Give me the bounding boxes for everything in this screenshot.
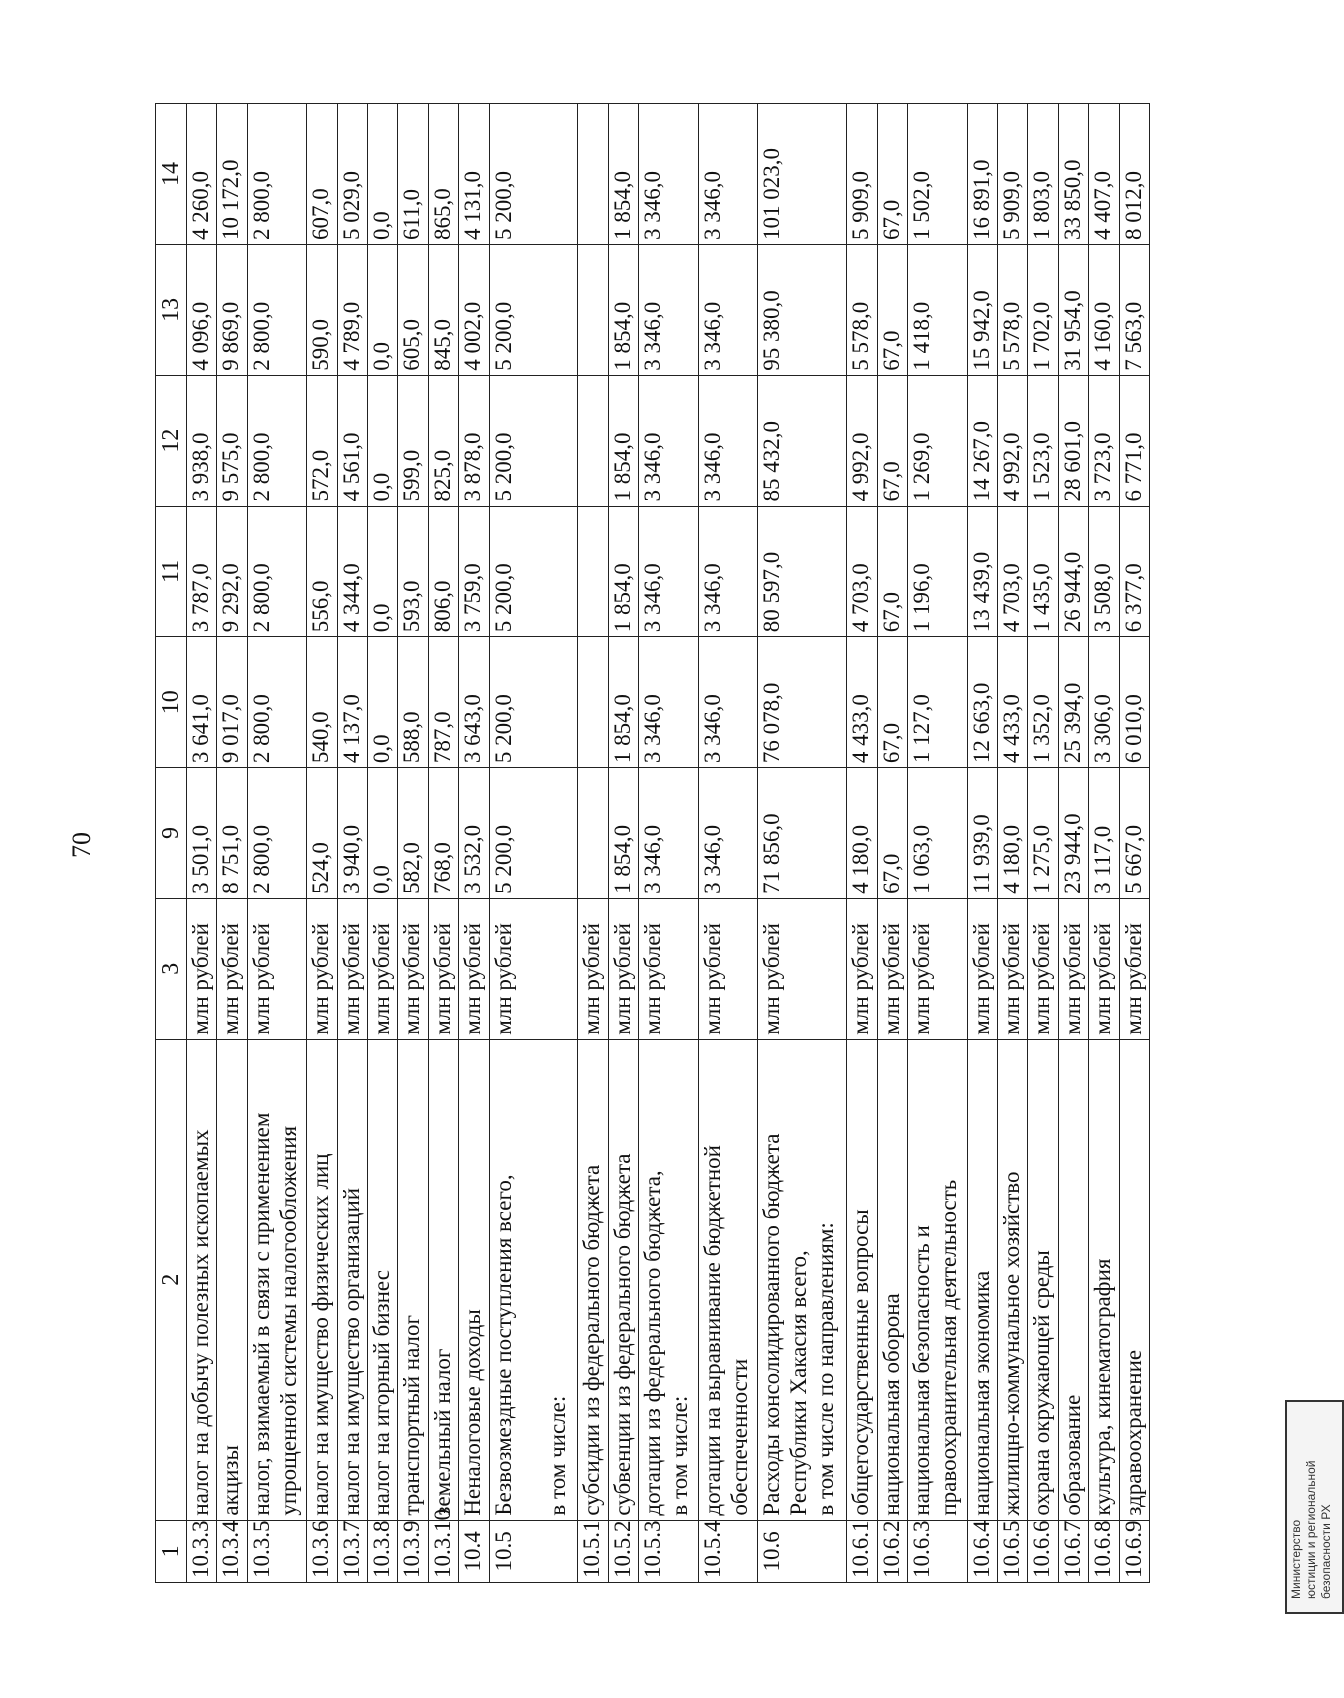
- row-value: 768,0: [428, 768, 458, 899]
- table-row: [639, 104, 699, 1583]
- row-name-line: в том числе:: [667, 1395, 693, 1516]
- row-value: 590,0: [307, 244, 337, 375]
- table-row: [428, 104, 458, 1583]
- row-value: 14 267,0: [967, 375, 997, 506]
- row-value: 1 803,0: [1028, 104, 1058, 245]
- row-name: [1089, 1039, 1119, 1520]
- row-value: 5 200,0: [489, 637, 578, 768]
- row-value: 1 418,0: [908, 244, 968, 375]
- row-value: 0,0: [368, 104, 398, 245]
- table-row: [578, 104, 608, 1583]
- row-name: [998, 1039, 1028, 1520]
- row-value: 5 200,0: [489, 244, 578, 375]
- row-value: 3 787,0: [187, 506, 217, 637]
- row-name-line: дотации из федерального бюджета,: [640, 1170, 666, 1516]
- row-code: 10.5.2: [608, 1520, 638, 1582]
- row-value: 1 502,0: [908, 104, 968, 245]
- row-name-line: налог на имущество физических лиц: [308, 1153, 334, 1516]
- row-unit: млн рублей: [608, 898, 638, 1039]
- row-value: 572,0: [307, 375, 337, 506]
- row-code: 10.4: [459, 1520, 489, 1582]
- row-value: 556,0: [307, 506, 337, 637]
- row-value: 3 346,0: [639, 244, 699, 375]
- row-value: 4 789,0: [337, 244, 367, 375]
- row-name-line: транспортный налог: [399, 1315, 425, 1516]
- row-value: 4 160,0: [1089, 244, 1119, 375]
- row-name-line: налог на имущество организаций: [338, 1187, 364, 1516]
- row-value: [578, 375, 608, 506]
- row-name: [758, 1039, 847, 1520]
- column-header: 3: [156, 898, 187, 1039]
- row-value: 67,0: [877, 768, 907, 899]
- table-row: [847, 104, 877, 1583]
- row-name: [1058, 1039, 1088, 1520]
- row-value: 1 523,0: [1028, 375, 1058, 506]
- row-code: 10.3.7: [337, 1520, 367, 1582]
- row-unit: млн рублей: [398, 898, 428, 1039]
- row-value: 4 703,0: [847, 506, 877, 637]
- row-value: 2 800,0: [247, 375, 307, 506]
- row-name-line: Расходы консолидированного бюджета: [759, 1133, 785, 1516]
- row-value: 8 751,0: [217, 768, 247, 899]
- row-name-line: [517, 1044, 544, 1516]
- row-value: 7 563,0: [1119, 244, 1149, 375]
- row-value: 12 663,0: [967, 637, 997, 768]
- row-value: 2 800,0: [247, 244, 307, 375]
- row-value: 5 200,0: [489, 104, 578, 245]
- row-value: 1 702,0: [1028, 244, 1058, 375]
- column-header: 9: [156, 768, 187, 899]
- row-value: 2 800,0: [247, 768, 307, 899]
- page-number: 70: [67, 832, 96, 858]
- row-name-line: жилищно-коммунальное хозяйство: [999, 1171, 1025, 1516]
- row-unit: млн рублей: [307, 898, 337, 1039]
- row-value: 5 200,0: [489, 768, 578, 899]
- column-header: 1: [156, 1520, 187, 1582]
- row-value: 3 306,0: [1089, 637, 1119, 768]
- row-value: 3 346,0: [639, 506, 699, 637]
- stamp-line: Министерство: [1289, 1519, 1303, 1599]
- row-value: [578, 244, 608, 375]
- table-row: [459, 104, 489, 1583]
- row-value: 4 180,0: [998, 768, 1028, 899]
- row-name-line: дотации на выравнивание бюджетной: [699, 1145, 725, 1516]
- row-value: 1 063,0: [908, 768, 968, 899]
- row-unit: млн рублей: [1028, 898, 1058, 1039]
- row-value: [578, 637, 608, 768]
- row-code: 10.5.3: [639, 1520, 699, 1582]
- row-name: [398, 1039, 428, 1520]
- row-name-line: Неналоговые доходы: [460, 1309, 486, 1516]
- table-row: [489, 104, 578, 1583]
- stamp-text: [1286, 1395, 1338, 1605]
- row-value: 5 200,0: [489, 506, 578, 637]
- table-row: [187, 104, 217, 1583]
- row-unit: млн рублей: [639, 898, 699, 1039]
- row-value: 1 854,0: [608, 768, 638, 899]
- row-value: 8 012,0: [1119, 104, 1149, 245]
- row-name-line: в том числе:: [544, 1395, 570, 1516]
- row-value: 10 172,0: [217, 104, 247, 245]
- row-value: 588,0: [398, 637, 428, 768]
- row-value: 95 380,0: [758, 244, 847, 375]
- row-value: 605,0: [398, 244, 428, 375]
- table-row: [967, 104, 997, 1583]
- row-value: 3 346,0: [639, 104, 699, 245]
- row-value: 6 771,0: [1119, 375, 1149, 506]
- row-value: 5 909,0: [847, 104, 877, 245]
- row-value: 3 346,0: [698, 506, 758, 637]
- row-value: 4 561,0: [337, 375, 367, 506]
- row-value: 1 854,0: [608, 104, 638, 245]
- column-header: 14: [156, 104, 187, 245]
- row-value: 0,0: [368, 244, 398, 375]
- row-value: 3 117,0: [1089, 768, 1119, 899]
- row-value: 26 944,0: [1058, 506, 1088, 637]
- row-value: 3 759,0: [459, 506, 489, 637]
- row-value: [578, 768, 608, 899]
- row-value: 3 346,0: [698, 637, 758, 768]
- row-name-line: Республики Хакасия всего,: [786, 1250, 812, 1516]
- row-value: 4 703,0: [998, 506, 1028, 637]
- table-row: [337, 104, 367, 1583]
- row-value: 28 601,0: [1058, 375, 1088, 506]
- row-name: [217, 1039, 247, 1520]
- row-name: [368, 1039, 398, 1520]
- row-value: 1 352,0: [1028, 637, 1058, 768]
- row-value: 4 096,0: [187, 244, 217, 375]
- row-code: 10.3.8: [368, 1520, 398, 1582]
- row-value: 5 578,0: [998, 244, 1028, 375]
- row-value: 23 944,0: [1058, 768, 1088, 899]
- row-name-line: Безвозмездные поступления всего,: [490, 1174, 516, 1516]
- row-value: 3 940,0: [337, 768, 367, 899]
- row-value: 71 856,0: [758, 768, 847, 899]
- table-row: [217, 104, 247, 1583]
- row-value: 4 433,0: [847, 637, 877, 768]
- row-name: [187, 1039, 217, 1520]
- row-value: 4 344,0: [337, 506, 367, 637]
- row-unit: млн рублей: [1058, 898, 1088, 1039]
- row-code: 10.6.9: [1119, 1520, 1149, 1582]
- row-name-line: земельный налог: [429, 1348, 455, 1516]
- row-value: 4 002,0: [459, 244, 489, 375]
- table-row: [1089, 104, 1119, 1583]
- row-name-line: охрана окружающей среды: [1029, 1250, 1055, 1516]
- table-row: [398, 104, 428, 1583]
- column-header: 2: [156, 1039, 187, 1520]
- row-name: [847, 1039, 877, 1520]
- row-value: 611,0: [398, 104, 428, 245]
- row-value: 3 346,0: [639, 375, 699, 506]
- row-value: 5 667,0: [1119, 768, 1149, 899]
- row-value: 0,0: [368, 375, 398, 506]
- row-value: 5 578,0: [847, 244, 877, 375]
- row-value: 806,0: [428, 506, 458, 637]
- stamp-line: юстиции и региональной: [1304, 1460, 1318, 1599]
- row-name: [247, 1039, 307, 1520]
- row-code: 10.6.4: [967, 1520, 997, 1582]
- row-name: [639, 1039, 699, 1520]
- row-value: 9 017,0: [217, 637, 247, 768]
- row-value: 1 854,0: [608, 506, 638, 637]
- row-value: 4 180,0: [847, 768, 877, 899]
- row-value: 3 878,0: [459, 375, 489, 506]
- row-name-line: в том числе по направлениям:: [813, 1222, 839, 1516]
- row-name: [908, 1039, 968, 1520]
- rotated-table-container: [155, 103, 1150, 1583]
- row-code: 10.3.10: [428, 1520, 458, 1582]
- row-value: [578, 506, 608, 637]
- row-value: 6 377,0: [1119, 506, 1149, 637]
- row-name-line: налог на добычу полезных ископаемых: [188, 1129, 213, 1516]
- row-code: 10.5.4: [698, 1520, 758, 1582]
- table-row: [698, 104, 758, 1583]
- row-value: 1 854,0: [608, 375, 638, 506]
- row-value: 0,0: [368, 768, 398, 899]
- row-code: 10.3.3: [187, 1520, 217, 1582]
- row-value: 1 435,0: [1028, 506, 1058, 637]
- row-name-line: национальная безопасность и: [909, 1225, 935, 1516]
- row-value: 3 346,0: [639, 768, 699, 899]
- table-row: [758, 104, 847, 1583]
- row-unit: млн рублей: [908, 898, 968, 1039]
- row-unit: млн рублей: [847, 898, 877, 1039]
- row-value: 2 800,0: [247, 637, 307, 768]
- row-value: 3 346,0: [698, 244, 758, 375]
- row-name-line: правоохранительная деятельность: [936, 1179, 962, 1516]
- row-unit: млн рублей: [247, 898, 307, 1039]
- row-name-line: общегосударственные вопросы: [848, 1209, 874, 1516]
- row-value: 3 346,0: [639, 637, 699, 768]
- row-code: 10.6.1: [847, 1520, 877, 1582]
- row-name-line: упрощенной системы налогообложения: [275, 1125, 301, 1516]
- row-name: [307, 1039, 337, 1520]
- table-header-row: [156, 104, 187, 1583]
- row-unit: млн рублей: [489, 898, 578, 1039]
- row-value: 1 196,0: [908, 506, 968, 637]
- row-value: 524,0: [307, 768, 337, 899]
- row-unit: млн рублей: [578, 898, 608, 1039]
- row-name-line: налог на игорный бизнес: [369, 1270, 395, 1516]
- row-value: 101 023,0: [758, 104, 847, 245]
- row-code: 10.6.5: [998, 1520, 1028, 1582]
- row-value: 4 137,0: [337, 637, 367, 768]
- row-value: 9 869,0: [217, 244, 247, 375]
- row-code: 10.6.7: [1058, 1520, 1088, 1582]
- row-value: 67,0: [877, 244, 907, 375]
- row-code: 10.5: [489, 1520, 578, 1582]
- row-unit: млн рублей: [698, 898, 758, 1039]
- row-name: [489, 1039, 578, 1520]
- row-value: 4 260,0: [187, 104, 217, 245]
- row-unit: млн рублей: [998, 898, 1028, 1039]
- row-value: 3 346,0: [698, 375, 758, 506]
- row-code: 10.3.5: [247, 1520, 307, 1582]
- row-name-line: налог, взимаемый в связи с применением: [248, 1112, 274, 1516]
- budget-table: [155, 103, 1150, 1583]
- row-value: 80 597,0: [758, 506, 847, 637]
- row-unit: млн рублей: [337, 898, 367, 1039]
- row-value: 11 939,0: [967, 768, 997, 899]
- row-value: 85 432,0: [758, 375, 847, 506]
- row-name: [967, 1039, 997, 1520]
- row-unit: млн рублей: [758, 898, 847, 1039]
- row-value: 1 854,0: [608, 637, 638, 768]
- row-value: 607,0: [307, 104, 337, 245]
- row-code: 10.6.2: [877, 1520, 907, 1582]
- row-value: 67,0: [877, 104, 907, 245]
- table-row: [247, 104, 307, 1583]
- row-value: 0,0: [368, 637, 398, 768]
- row-unit: млн рублей: [459, 898, 489, 1039]
- row-value: 2 800,0: [247, 506, 307, 637]
- table-row: [1058, 104, 1088, 1583]
- column-header: 10: [156, 637, 187, 768]
- row-value: 67,0: [877, 637, 907, 768]
- row-name-line: субсидии из федерального бюджета: [579, 1164, 605, 1516]
- row-value: 5 200,0: [489, 375, 578, 506]
- row-value: 787,0: [428, 637, 458, 768]
- row-value: 3 641,0: [187, 637, 217, 768]
- row-value: 1 854,0: [608, 244, 638, 375]
- table-row: [608, 104, 638, 1583]
- row-value: 31 954,0: [1058, 244, 1088, 375]
- row-value: 67,0: [877, 506, 907, 637]
- row-name-line: субвенции из федерального бюджета: [609, 1153, 635, 1516]
- row-value: 3 938,0: [187, 375, 217, 506]
- column-header: 13: [156, 244, 187, 375]
- row-unit: млн рублей: [877, 898, 907, 1039]
- row-name-line: образование: [1059, 1394, 1085, 1516]
- row-code: 10.3.4: [217, 1520, 247, 1582]
- row-unit: млн рублей: [368, 898, 398, 1039]
- row-unit: млн рублей: [187, 898, 217, 1039]
- row-value: 4 992,0: [998, 375, 1028, 506]
- row-value: 16 891,0: [967, 104, 997, 245]
- row-value: 67,0: [877, 375, 907, 506]
- row-value: 825,0: [428, 375, 458, 506]
- row-value: 9 575,0: [217, 375, 247, 506]
- row-value: 76 078,0: [758, 637, 847, 768]
- row-value: 13 439,0: [967, 506, 997, 637]
- row-name: [1028, 1039, 1058, 1520]
- row-value: 9 292,0: [217, 506, 247, 637]
- row-value: 0,0: [368, 506, 398, 637]
- row-value: 5 909,0: [998, 104, 1028, 245]
- row-name-line: акцизы: [218, 1445, 244, 1516]
- row-value: 599,0: [398, 375, 428, 506]
- row-value: 4 992,0: [847, 375, 877, 506]
- row-value: 4 131,0: [459, 104, 489, 245]
- row-value: 4 433,0: [998, 637, 1028, 768]
- row-value: 582,0: [398, 768, 428, 899]
- table-row: [1028, 104, 1058, 1583]
- row-value: 3 346,0: [698, 768, 758, 899]
- row-value: 15 942,0: [967, 244, 997, 375]
- row-name-line: культура, кинематография: [1090, 1258, 1116, 1516]
- row-code: 10.6.8: [1089, 1520, 1119, 1582]
- row-unit: млн рублей: [1119, 898, 1149, 1039]
- table-row: [908, 104, 968, 1583]
- row-value: 540,0: [307, 637, 337, 768]
- row-value: 593,0: [398, 506, 428, 637]
- table-row: [368, 104, 398, 1583]
- row-name: [337, 1039, 367, 1520]
- stamp-line: безопасности РХ: [1319, 1504, 1333, 1599]
- row-value: [578, 104, 608, 245]
- row-value: 25 394,0: [1058, 637, 1088, 768]
- row-value: 3 532,0: [459, 768, 489, 899]
- row-name: [698, 1039, 758, 1520]
- row-value: 3 508,0: [1089, 506, 1119, 637]
- row-name-line: национальная оборона: [878, 1293, 904, 1516]
- row-value: 6 010,0: [1119, 637, 1149, 768]
- row-value: 33 850,0: [1058, 104, 1088, 245]
- row-value: 1 275,0: [1028, 768, 1058, 899]
- table-row: [998, 104, 1028, 1583]
- row-value: 845,0: [428, 244, 458, 375]
- row-unit: млн рублей: [967, 898, 997, 1039]
- row-code: 10.3.9: [398, 1520, 428, 1582]
- row-code: 10.6: [758, 1520, 847, 1582]
- column-header: 11: [156, 506, 187, 637]
- row-value: 1 269,0: [908, 375, 968, 506]
- row-value: 1 127,0: [908, 637, 968, 768]
- row-name-line: обеспеченности: [726, 1358, 752, 1516]
- row-value: 4 407,0: [1089, 104, 1119, 245]
- row-name: [428, 1039, 458, 1520]
- row-unit: млн рублей: [1089, 898, 1119, 1039]
- row-value: 865,0: [428, 104, 458, 245]
- column-header: 12: [156, 375, 187, 506]
- row-code: 10.5.1: [578, 1520, 608, 1582]
- row-code: 10.6.6: [1028, 1520, 1058, 1582]
- row-value: 2 800,0: [247, 104, 307, 245]
- table-row: [877, 104, 907, 1583]
- row-value: 3 643,0: [459, 637, 489, 768]
- row-code: 10.3.6: [307, 1520, 337, 1582]
- row-name: [578, 1039, 608, 1520]
- row-value: 3 346,0: [698, 104, 758, 245]
- row-value: 3 723,0: [1089, 375, 1119, 506]
- row-name-line: национальная экономика: [968, 1270, 994, 1516]
- row-value: 3 501,0: [187, 768, 217, 899]
- row-unit: млн рублей: [428, 898, 458, 1039]
- row-name: [459, 1039, 489, 1520]
- row-name: [1119, 1039, 1149, 1520]
- row-unit: млн рублей: [217, 898, 247, 1039]
- row-code: 10.6.3: [908, 1520, 968, 1582]
- table-row: [307, 104, 337, 1583]
- table-row: [1119, 104, 1149, 1583]
- row-value: 5 029,0: [337, 104, 367, 245]
- row-name: [877, 1039, 907, 1520]
- row-name: [608, 1039, 638, 1520]
- row-name-line: здравоохранение: [1120, 1349, 1146, 1516]
